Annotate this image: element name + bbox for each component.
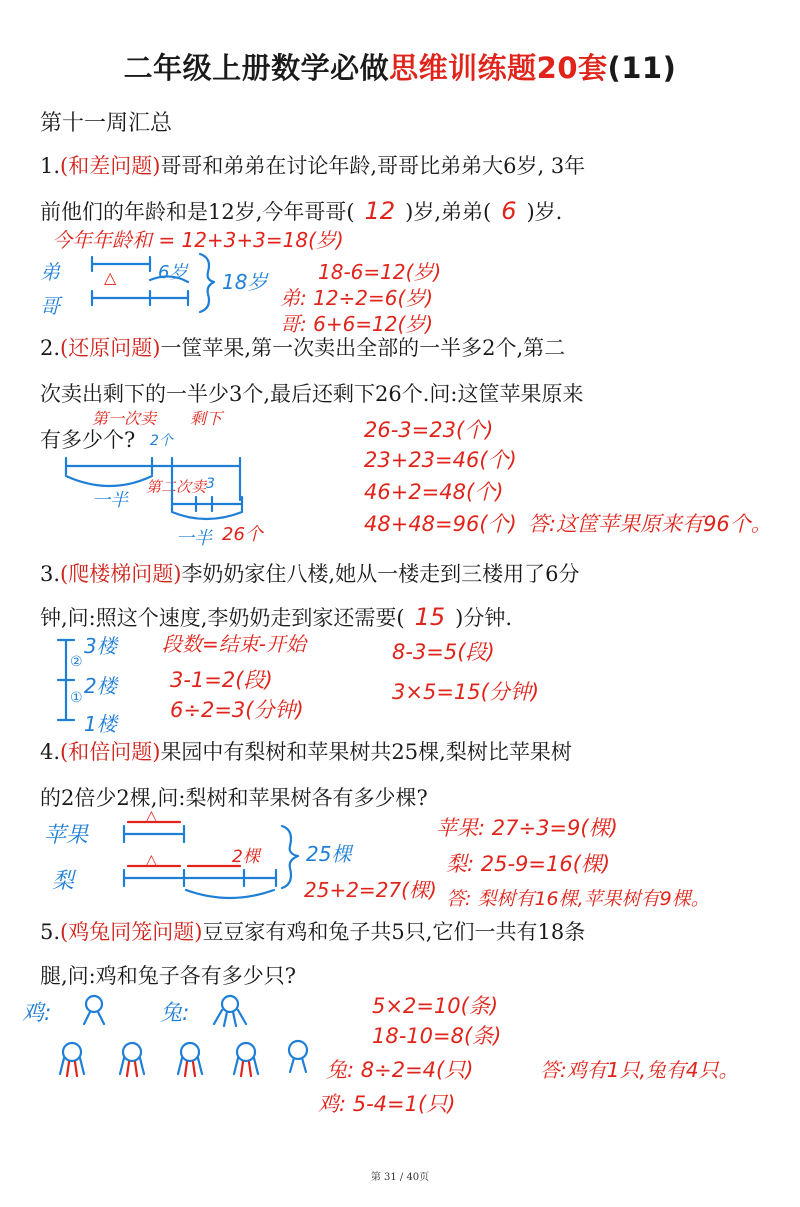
p5-rabbit-label: 兔: <box>160 1001 190 1026</box>
p1-diff: 6岁 <box>158 262 188 283</box>
p3-segment-2: ② <box>70 654 83 670</box>
p1-step-2: 弟: 12÷2=6(岁) <box>280 286 434 310</box>
animal-1 <box>60 1043 84 1076</box>
p2-step-1: 26-3=23(个) <box>364 418 494 442</box>
problem-1-number: 1. <box>40 154 61 178</box>
p3-step-1: 3-1=2(段) <box>170 668 273 692</box>
p2-second-label: 第二次卖 <box>146 478 207 496</box>
animal-2 <box>120 1043 144 1076</box>
problem-1-text-c: )岁. <box>526 200 563 224</box>
p4-step-2: 苹果: 27÷3=9(棵) <box>436 816 618 840</box>
animal-4 <box>234 1043 258 1076</box>
p4-total: 25棵 <box>306 842 352 866</box>
rabbit-sketch <box>214 996 246 1026</box>
p2-step-2: 23+23=46(个) <box>364 448 517 472</box>
p3-step-4: 3×5=15(分钟) <box>392 680 540 704</box>
p5-step-3: 兔: 8÷2=4(只) <box>326 1058 474 1082</box>
p4-delta-apple: △ <box>146 808 157 824</box>
problem-4-text-1: 果园中有梨树和苹果树共25棵,梨树比苹果树 <box>160 740 572 764</box>
problem-5-number: 5. <box>40 920 61 944</box>
animal-row <box>60 1041 307 1076</box>
title-red: 思维训练题20套 <box>389 51 608 85</box>
p1-delta: △ <box>104 268 117 287</box>
problem-2-text-1: 一筐苹果,第一次卖出全部的一半多2个,第二 <box>160 336 566 360</box>
p4-minus-2: 2棵 <box>232 847 260 867</box>
p2-step-4: 48+48=96(个) <box>364 512 517 536</box>
p5-chicken-label: 鸡: <box>22 1001 52 1026</box>
problem-1-text: 哥哥和弟弟在讨论年龄,哥哥比弟弟大6岁, 3年 <box>160 154 586 178</box>
p4-pear-label: 梨 <box>52 869 75 894</box>
problem-2-tag: (还原问题) <box>60 336 161 360</box>
problem-1-text-a: 前他们的年龄和是12岁,今年哥哥( <box>40 200 355 224</box>
p3-rule: 段数=结束-开始 <box>162 632 306 656</box>
problem-4-line-2: 的2倍少2棵,问:梨树和苹果树各有多少棵? <box>40 786 428 810</box>
p3-floor-2: 2楼 <box>84 674 117 698</box>
p2-answer: 答:这筐苹果原来有96个。 <box>528 512 772 536</box>
p3-floor-1: 1楼 <box>84 712 117 736</box>
p2-minus-3: 3 <box>206 476 215 492</box>
problem-1-answer-elder: 12 <box>364 197 396 225</box>
title-suffix: (11) <box>607 51 677 85</box>
p1-step-1: 18-6=12(岁) <box>318 260 442 284</box>
p2-first-label: 第一次卖 <box>92 409 157 428</box>
p4-step-3: 梨: 25-9=16(棵) <box>446 852 611 876</box>
p3-segment-1: ① <box>70 690 83 706</box>
problem-3-answer: 15 <box>414 603 446 631</box>
p5-step-4: 鸡: 5-4=1(只) <box>318 1092 456 1116</box>
p1-elder-label: 哥 <box>40 294 60 318</box>
problem-3-text-a: 钟,问:照这个速度,李奶奶走到家还需要( <box>40 606 405 630</box>
p2-half-2: 一半 <box>176 528 212 549</box>
problem-2-number: 2. <box>40 336 61 360</box>
p5-answer: 答:鸡有1只,兔有4只。 <box>540 1058 739 1082</box>
p1-brother-label: 弟 <box>40 260 60 284</box>
page-footer: 第 31 / 40页 <box>370 1172 430 1183</box>
problem-1-tag: (和差问题) <box>60 154 161 178</box>
problem-2-line-3: 有多少个? <box>40 428 136 452</box>
p4-answer: 答: 梨树有16棵,苹果树有9棵。 <box>446 888 710 910</box>
p2-plus-2: 2个 <box>150 433 173 449</box>
p4-step-1: 25+2=27(棵) <box>304 878 437 902</box>
p5-step-2: 18-10=8(条) <box>372 1024 502 1048</box>
problem-4-tag: (和倍问题) <box>60 740 161 764</box>
problem-5-line-2: 腿,问:鸡和兔子各有多少只? <box>40 964 297 988</box>
problem-3-text-1: 李奶奶家住八楼,她从一楼走到三楼用了6分 <box>181 562 580 586</box>
p4-apple-label: 苹果 <box>44 823 89 848</box>
animal-5 <box>289 1041 307 1072</box>
p1-sum-label: 今年年龄和 = 12+3+3=18(岁) <box>52 228 344 252</box>
p1-step-3: 哥: 6+6=12(岁) <box>280 312 434 336</box>
p3-floor-3: 3楼 <box>84 634 117 658</box>
week-heading: 第十一周汇总 <box>40 111 173 136</box>
problem-1-text-b: )岁,弟弟( <box>405 200 492 224</box>
p2-half-1: 一半 <box>92 490 128 511</box>
problem-2-line-2: 次卖出剩下的一半少3个,最后还剩下26个.问:这筐苹果原来 <box>40 382 584 406</box>
problem-5-text-1: 豆豆家有鸡和兔子共5只,它们一共有18条 <box>202 920 586 944</box>
p1-total: 18岁 <box>222 270 268 294</box>
title-black: 二年级上册数学必做 <box>123 51 390 85</box>
problem-3-number: 3. <box>40 562 61 586</box>
p5-step-1: 5×2=10(条) <box>372 994 499 1018</box>
p2-left: 26个 <box>222 524 263 545</box>
p2-remain-label: 剩下 <box>190 409 223 428</box>
p3-step-2: 6÷2=3(分钟) <box>170 698 304 722</box>
problem-4-number: 4. <box>40 740 61 764</box>
problem-1-answer-younger: 6 <box>501 197 517 225</box>
problem-3-tag: (爬楼梯问题) <box>60 562 182 586</box>
problem-3-text-b: )分钟. <box>455 606 513 630</box>
p4-delta-pear: △ <box>146 852 157 868</box>
chicken-sketch <box>84 996 104 1024</box>
p2-step-3: 46+2=48(个) <box>364 480 504 504</box>
animal-3 <box>178 1043 202 1076</box>
p3-step-3: 8-3=5(段) <box>392 640 495 664</box>
problem-5-tag: (鸡兔同笼问题) <box>60 920 203 944</box>
